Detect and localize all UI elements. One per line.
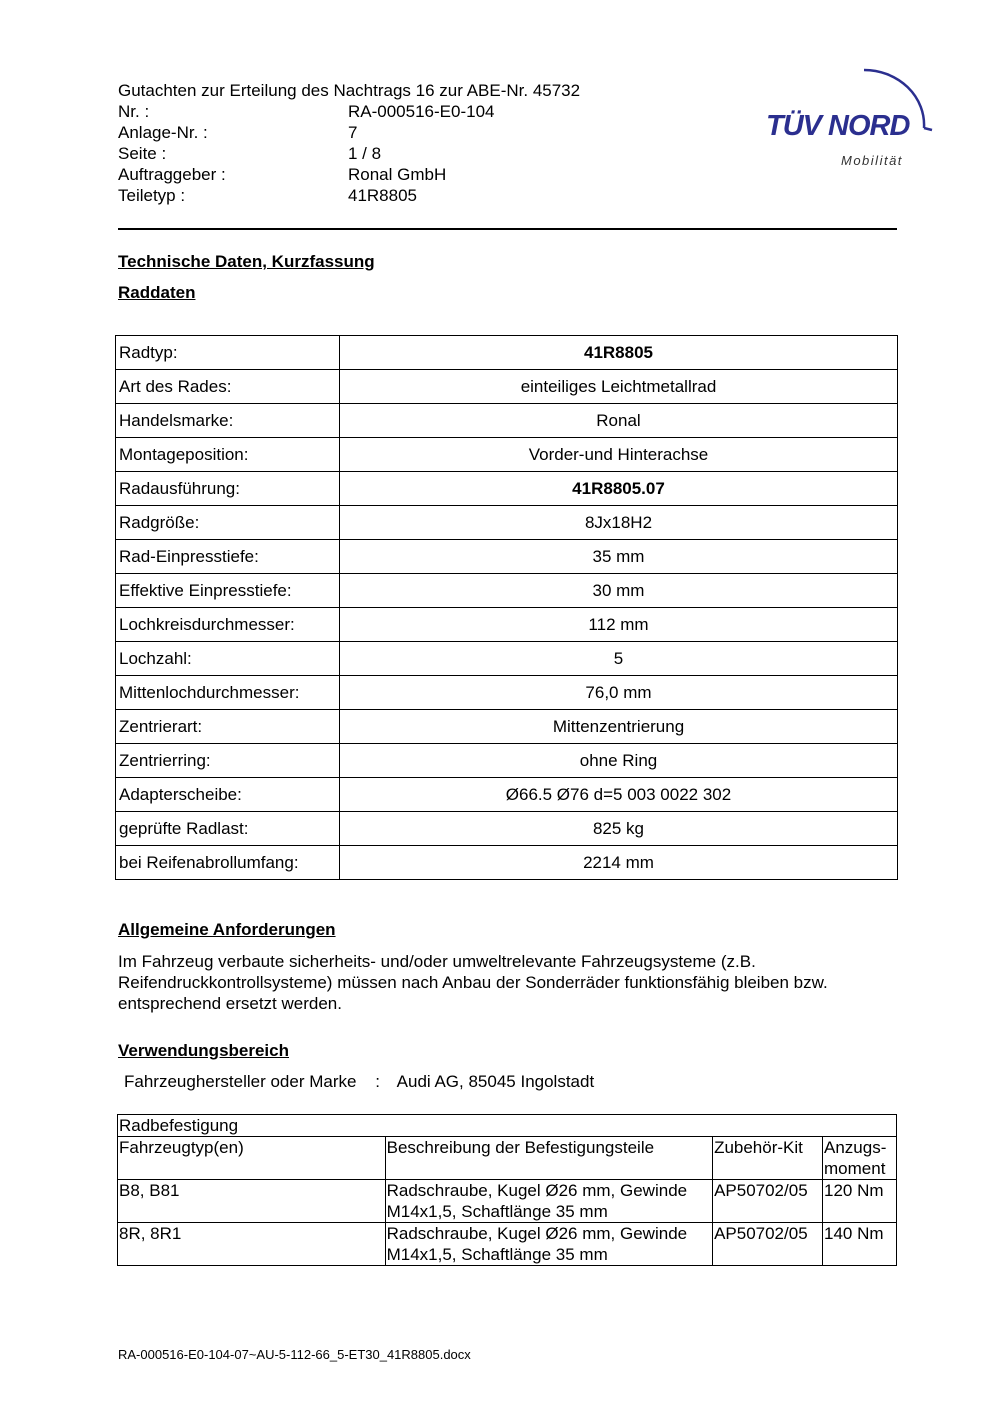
wheel-data-label: Radausführung: xyxy=(116,472,340,506)
wheel-data-row xyxy=(116,370,898,404)
wheel-data-value: 35 mm xyxy=(340,540,898,574)
wheel-data-value: 41R8805 xyxy=(340,336,898,370)
wheel-data-value: 8Jx18H2 xyxy=(340,506,898,540)
document-header xyxy=(118,80,718,206)
logo-graphic xyxy=(764,58,944,173)
wheel-data-value: 825 kg xyxy=(340,812,898,846)
header-value: RA-000516-E0-104 xyxy=(348,102,495,121)
header-divider xyxy=(118,228,897,230)
header-label: Seite : xyxy=(118,144,167,163)
wheel-data-value: 41R8805.07 xyxy=(340,472,898,506)
wheel-data-row xyxy=(116,404,898,438)
header-row-auftraggeber xyxy=(118,164,718,185)
wheel-data-label: Lochkreisdurchmesser: xyxy=(116,608,340,642)
fixing-cell: 140 Nm xyxy=(823,1223,897,1266)
wheel-data-row xyxy=(116,744,898,778)
fixing-cell: Radschraube, Kugel Ø26 mm, Gewinde M14x1,5, Schaftlänge 35 mm xyxy=(385,1223,712,1266)
header-label: Nr. : xyxy=(118,102,150,121)
requirements-title: Allgemeine Anforderungen xyxy=(118,920,336,939)
header-label: Teiletyp : xyxy=(118,186,186,205)
header-value: 41R8805 xyxy=(348,186,418,205)
tuev-nord-logo xyxy=(764,58,944,173)
header-row-teiletyp xyxy=(118,185,718,206)
requirements-text: Im Fahrzeug verbaute sicherheits- und/oder umweltrelevante Fahrzeugsysteme (z.B. Reifendruckkontrollsysteme) müssen nach Anbau der Sonderräder funktionsfähig bleiben bzw. entsprechend ersetzt werden. xyxy=(118,952,828,1013)
fixing-header-cell: Zubehör-Kit xyxy=(713,1137,823,1180)
wheel-data-value: Vorder-und Hinterachse xyxy=(340,438,898,472)
wheel-data-label: Montageposition: xyxy=(116,438,340,472)
usage-title: Verwendungsbereich xyxy=(118,1041,289,1060)
fixing-cell: 120 Nm xyxy=(823,1180,897,1223)
wheel-data-label: bei Reifenabrollumfang: xyxy=(116,846,340,880)
header-row-anlage xyxy=(118,122,718,143)
wheel-data-row xyxy=(116,778,898,812)
wheel-data-value: Ronal xyxy=(340,404,898,438)
wheel-data-row xyxy=(116,438,898,472)
header-row-seite xyxy=(118,143,718,164)
header-label: Auftraggeber : xyxy=(118,165,226,184)
wheel-data-value: Ø66.5 Ø76 d=5 003 0022 302 xyxy=(340,778,898,812)
wheel-data-row xyxy=(116,846,898,880)
wheel-data-label: Zentrierring: xyxy=(116,744,340,778)
wheel-data-row xyxy=(116,812,898,846)
wheel-data-value: 112 mm xyxy=(340,608,898,642)
logo-brand: TÜV NORD xyxy=(766,110,910,142)
fixing-header-row xyxy=(118,1137,897,1180)
wheel-data-label: Radgröße: xyxy=(116,506,340,540)
wheel-data-row xyxy=(116,506,898,540)
fixing-cell: 8R, 8R1 xyxy=(118,1223,386,1266)
wheel-data-value: 2214 mm xyxy=(340,846,898,880)
wheel-data-label: Art des Rades: xyxy=(116,370,340,404)
header-label: Anlage-Nr. : xyxy=(118,123,208,142)
fixing-row xyxy=(118,1223,897,1266)
document-title: Gutachten zur Erteilung des Nachtrags 16 zur ABE-Nr. 45732 xyxy=(118,81,581,100)
wheel-data-row xyxy=(116,710,898,744)
wheel-data-row xyxy=(116,472,898,506)
fixing-cell: B8, B81 xyxy=(118,1180,386,1223)
wheel-data-value: 76,0 mm xyxy=(340,676,898,710)
fixing-header-cell: Fahrzeugtyp(en) xyxy=(118,1137,386,1180)
wheel-data-row xyxy=(116,642,898,676)
header-value: Ronal GmbH xyxy=(348,165,447,184)
wheel-data-table xyxy=(115,335,898,880)
wheel-data-row xyxy=(116,540,898,574)
fixing-caption: Radbefestigung xyxy=(118,1115,897,1137)
wheel-data-value: Mittenzentrierung xyxy=(340,710,898,744)
fixing-cell: AP50702/05 xyxy=(713,1180,823,1223)
header-row-nr xyxy=(118,101,718,122)
section-subtitle: Raddaten xyxy=(118,283,196,302)
wheel-data-label: Rad-Einpresstiefe: xyxy=(116,540,340,574)
logo-sub: Mobilität xyxy=(841,153,903,168)
fixing-cell: Radschraube, Kugel Ø26 mm, Gewinde M14x1,5, Schaftlänge 35 mm xyxy=(385,1180,712,1223)
wheel-data-label: Zentrierart: xyxy=(116,710,340,744)
wheel-data-row xyxy=(116,336,898,370)
manufacturer-line xyxy=(124,1072,594,1092)
header-value: 1 / 8 xyxy=(348,144,382,163)
wheel-data-value: 5 xyxy=(340,642,898,676)
header-value: 7 xyxy=(348,123,358,142)
fixing-row xyxy=(118,1180,897,1223)
wheel-data-row xyxy=(116,574,898,608)
wheel-data-row xyxy=(116,676,898,710)
wheel-data-label: geprüfte Radlast: xyxy=(116,812,340,846)
fixing-header-cell: Anzugs-moment xyxy=(823,1137,897,1180)
fixing-caption-row xyxy=(118,1115,897,1137)
wheel-data-label: Handelsmarke: xyxy=(116,404,340,438)
section-title: Technische Daten, Kurzfassung xyxy=(118,252,375,271)
wheel-data-value: einteiliges Leichtmetallrad xyxy=(340,370,898,404)
wheel-data-row xyxy=(116,608,898,642)
wheel-data-label: Radtyp: xyxy=(116,336,340,370)
manufacturer-separator: : xyxy=(375,1072,380,1091)
wheel-data-label: Mittenlochdurchmesser: xyxy=(116,676,340,710)
wheel-data-label: Lochzahl: xyxy=(116,642,340,676)
wheel-data-value: 30 mm xyxy=(340,574,898,608)
wheel-data-value: ohne Ring xyxy=(340,744,898,778)
wheel-data-label: Effektive Einpresstiefe: xyxy=(116,574,340,608)
fixing-cell: AP50702/05 xyxy=(713,1223,823,1266)
manufacturer-label: Fahrzeughersteller oder Marke xyxy=(124,1072,357,1091)
fixing-header-cell: Beschreibung der Befestigungsteile xyxy=(385,1137,712,1180)
wheel-fixing-table xyxy=(117,1114,897,1266)
footer-filename: RA-000516-E0-104-07~AU-5-112-66_5-ET30_41R8805.docx xyxy=(118,1347,471,1362)
wheel-data-label: Adapterscheibe: xyxy=(116,778,340,812)
manufacturer-value: Audi AG, 85045 Ingolstadt xyxy=(396,1072,595,1091)
